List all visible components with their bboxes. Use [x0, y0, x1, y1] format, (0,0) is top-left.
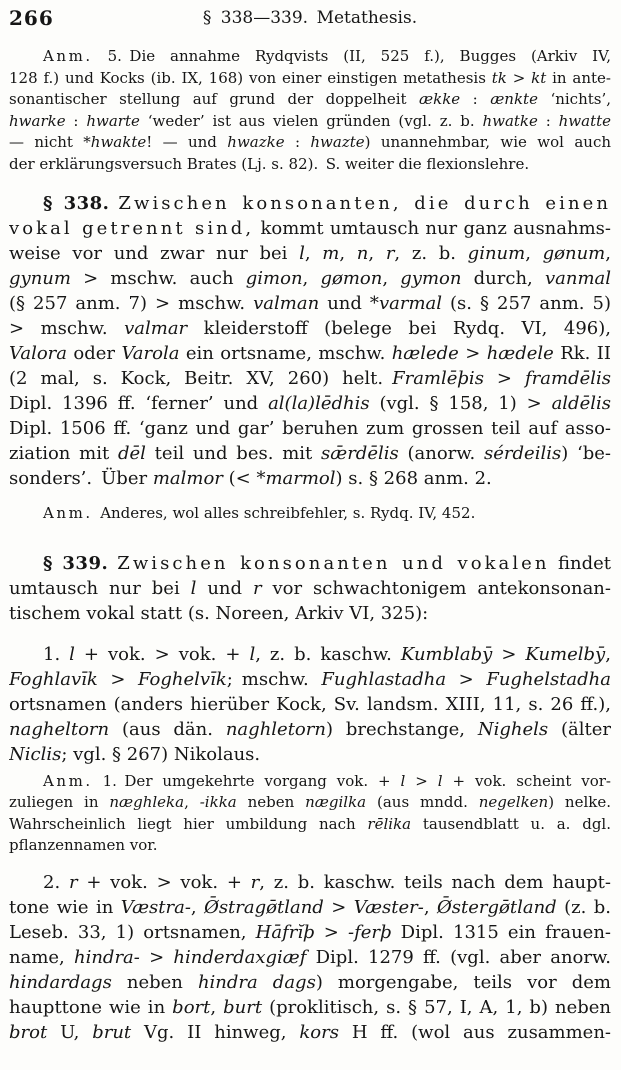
text-line: ziation mit dēl teil und bes. mit sǣrdēlis (anorw. sérdeilis) ‘be- — [9, 443, 611, 464]
text-line: Anm. Anderes, wol alles schreibfehler, s. Rydq. IV, 452. — [43, 504, 476, 522]
text-line: umtausch nur bei l und r vor schwachtonigem antekonsonan- — [9, 577, 611, 599]
text-line: 1. l + vok. > vok. + l, z. b. kaschw. Kumblabȳ > Kumelbȳ, — [43, 643, 611, 665]
text-line: tischem vokal statt (s. Noreen, Arkiv VI, 325): — [9, 602, 429, 624]
text-line: ortsnamen (anders hierüber Kock, Sv. landsm. XIII, 11, s. 26 ff.), — [9, 693, 611, 715]
text-line: § 338. Zwischen konsonanten, die durch einen — [43, 193, 611, 214]
text-line: sonantischer stellung auf grund der doppelheit ække : ænkte ‘nichts’, — [9, 90, 611, 108]
text-line: Leseb. 33, 1) ortsnamen, Hāfrĭþ > -ferþ Dipl. 1315 ein frauen- — [9, 921, 611, 943]
text-line: 2. r + vok. > vok. + r, z. b. kaschw. teils nach dem haupt- — [43, 871, 611, 893]
paragraph-338 — [9, 191, 611, 491]
text-line: Niclis; vgl. § 267) Nikolaus. — [9, 743, 261, 765]
text-line: gynum > mschw. auch gimon, gømon, gymon durch, vanmal — [9, 268, 611, 289]
text-line: (§ 257 anm. 7) > mschw. valman und *varmal (s. § 257 anm. 5) — [9, 293, 611, 314]
text-line: (2 mal, s. Kock, Beitr. XV, 260) helt. Framlēþis > framdēlis — [9, 368, 611, 389]
text-line: tone wie in Væstra-, Ø̄stragø̄tland > Væster-, Ø̄stergø̄tland (z. b. — [9, 896, 611, 918]
text-line: der erklärungsversuch Brates (Lj. s. 82). S. weiter die flexionslehre. — [9, 154, 530, 173]
text-line: Anm. 5. Die annahme Rydqvists (II, 525 f.), Bugges (Arkiv IV, — [43, 47, 611, 65]
page-number: 266 — [9, 6, 54, 30]
running-header: § 338—339. Metathesis. — [202, 8, 418, 28]
text-line: weise vor und zwar nur bei l, m, n, r, z. b. ginum, gønum, — [9, 243, 611, 264]
note-anm-1 — [9, 771, 611, 857]
text-line: zuliegen in næghleka, -ikka neben nægilka (aus mndd. negelken) nelke. — [9, 793, 611, 811]
text-line: > mschw. valmar kleiderstoff (belege bei Rydq. VI, 496), — [9, 318, 611, 339]
text-line: Anm. 1. Der umgekehrte vorgang vok. + l > l + vok. scheint vor- — [43, 771, 611, 790]
text-line: Foghlavīk > Foghelvīk; mschw. Fughlastadha > Fughelstadha — [9, 668, 611, 690]
text-line: pflanzennamen vor. — [9, 836, 158, 854]
list-item-2 — [9, 870, 611, 1045]
text-line: Dipl. 1396 ff. ‘ferner’ und al(la)lēdhis (vgl. § 158, 1) > aldēlis — [9, 393, 611, 414]
page-header — [9, 6, 611, 32]
text-line: hindardags neben hindra dags) morgengabe, teils vor dem — [9, 971, 611, 993]
note-anm-338 — [9, 503, 611, 525]
text-line: hwarke : hwarte ‘weder’ ist aus vielen gründen (vgl. z. b. hwatke : hwatte — [9, 111, 611, 130]
text-line: Valora oder Varola ein ortsname, mschw. hælede > hædele Rk. II — [9, 343, 611, 364]
text-line: § 339. Zwischen konsonanten und vokalen findet — [43, 552, 611, 574]
text-line: haupttone wie in bort, burt (proklitisch, s. § 57, I, A, 1, b) neben — [9, 996, 611, 1018]
text-line: Wahrscheinlich liegt hier umbildung nach rēlika tausendblatt u. a. dgl. — [9, 814, 611, 833]
text-line: — nicht *hwakte! — und hwazke : hwazte) unannehmbar, wie wol auch — [9, 133, 611, 151]
list-item-1 — [9, 642, 611, 767]
text-line: name, hindra- > hinderdaxgiæf Dipl. 1279 ff. (vgl. aber anorw. — [9, 946, 611, 968]
text-line: nagheltorn (aus dän. naghletorn) brechstange, Nighels (älter — [9, 718, 611, 740]
text-line: Dipl. 1506 ff. ‘ganz und gar’ beruhen zum grossen teil auf asso- — [9, 418, 611, 439]
paragraph-339 — [9, 551, 611, 626]
note-anm-5 — [9, 46, 611, 175]
text-line: 128 f.) und Kocks (ib. IX, 168) von einer einstigen metathesis tk > kt in ante- — [9, 68, 611, 87]
text-line: sonders’. Über malmor (< *marmol) s. § 268 anm. 2. — [9, 468, 492, 489]
text-line: brot U, brut Vg. II hinweg, kors H ff. (wol aus zusammen- — [9, 1021, 611, 1043]
text-line: vokal getrennt sind, kommt umtausch nur ganz ausnahms- — [9, 218, 611, 239]
